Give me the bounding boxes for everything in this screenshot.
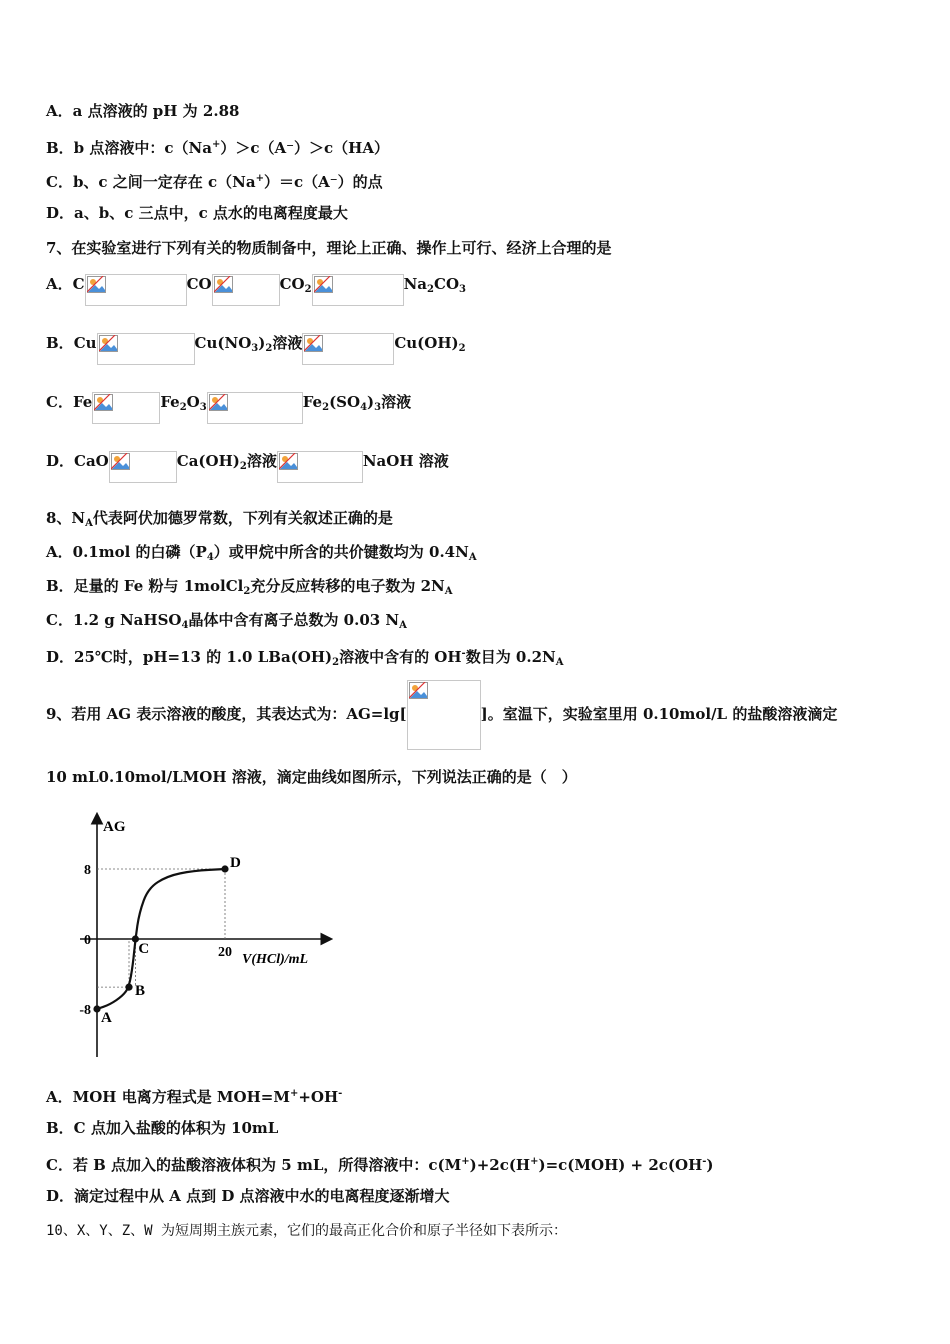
q6-option-d: D．a、b、c 三点中，c 点水的电离程度最大 (46, 204, 348, 222)
q8-option-d: D．25℃时，pH=13 的 1.0 $LBa(OH)_2$溶液中含有的 OH-数目为 $0.2N_A$ (46, 648, 564, 668)
arrow-image-placeholder (302, 333, 394, 365)
y-tick-label: 0 (84, 933, 91, 948)
broken-image-icon (214, 276, 233, 293)
guide-lines (97, 869, 225, 987)
q9-stem-line2: 10 mL0.10mol/LMOH 溶液，滴定曲线如图所示，下列说法正确的是（ ） (46, 768, 577, 786)
point-label-c: C (138, 941, 150, 957)
titration-curve-chart (70, 805, 340, 1060)
q7-stem: 7、在实验室进行下列有关的物质制备中，理论上正确、操作上可行、经济上合理的是 (46, 239, 612, 257)
q8-stem: 8、$N_A$代表阿伏加德罗常数，下列有关叙述正确的是 (46, 509, 393, 529)
q9-stem-line1: 9、若用 AG 表示溶液的酸度，其表达式为：AG=lg[ ]。室温下，实验室里用 0.10mol/L 的盐酸溶液滴定 (46, 678, 837, 750)
x-tick-label: 20 (218, 945, 232, 960)
broken-image-icon (314, 276, 333, 293)
data-point-d (221, 865, 228, 872)
point-label-d: D (230, 855, 241, 871)
q9-option-d: D．滴定过程中从 A 点到 D 点溶液中水的电离程度逐渐增大 (46, 1187, 450, 1205)
arrow-image-placeholder (97, 333, 195, 365)
point-label-a: A (101, 1010, 112, 1026)
q8-option-c: C．1.2 g NaHSO$_4$晶体中含有离子总数为 0.03 $N_A$ (46, 611, 407, 631)
q8-option-a: A．0.1mol 的白磷$(P_4)$或甲烷中所含的共价键数均为 $0.4N_A$ (46, 543, 477, 563)
q9-option-c: C．若 B 点加入的盐酸溶液体积为 5 mL，所得溶液中：c(M+)+2c(H+)=c(MOH) + 2c(OH-) (46, 1156, 714, 1174)
arrow-image-placeholder (212, 274, 280, 306)
q7-option-b: B．Cu $Cu(NO_3)_2$溶液 $Cu(OH)_2$ (46, 327, 466, 365)
point-label-b: B (135, 983, 146, 1000)
q7-option-a: A．C CO $CO_2$ $Na_2CO_3$ (46, 268, 466, 306)
broken-image-icon (99, 335, 118, 352)
arrow-image-placeholder (109, 451, 177, 483)
q9-option-b: B．C 点加入盐酸的体积为 10mL (46, 1119, 279, 1137)
broken-image-icon (94, 394, 113, 411)
q8-option-b: B．足量的 Fe 粉与 1molCl$_2$充分反应转移的电子数为 $2N_A$ (46, 577, 453, 597)
q7-option-d: D．CaO $Ca(OH)_2$溶液 NaOH 溶液 (46, 445, 449, 483)
y-tick-label: -8 (79, 1003, 91, 1018)
arrow-image-placeholder (207, 392, 303, 424)
formula-image-placeholder (407, 680, 481, 750)
arrow-image-placeholder (312, 274, 404, 306)
x-axis-label: V(HCl)/mL (242, 952, 309, 967)
arrow-image-placeholder (92, 392, 160, 424)
data-point-b (125, 984, 132, 991)
q10-stem: 10、X、Y、Z、W 为短周期主族元素，它们的最高正化合价和原子半径如下表所示： (46, 1223, 567, 1239)
q7-option-c: C．Fe $Fe_2O_3$ $Fe_2(SO_4)_3$溶液 (46, 386, 411, 424)
q6-option-b: B．b 点溶液中：c（Na+）＞c（A⁻）＞c（HA） (46, 139, 389, 157)
q9-option-a: A．MOH 电离方程式是 MOH=M++OH- (46, 1088, 343, 1106)
y-tick-label: 8 (84, 863, 91, 878)
broken-image-icon (111, 453, 130, 470)
q6-option-c: C．b、c 之间一定存在 c（Na+）＝c（A⁻）的点 (46, 173, 383, 191)
y-axis-label: AG (103, 819, 126, 835)
arrow-image-placeholder (277, 451, 363, 483)
broken-image-icon (87, 276, 106, 293)
arrow-image-placeholder (85, 274, 187, 306)
broken-image-icon (304, 335, 323, 352)
broken-image-icon (209, 394, 228, 411)
tick-labels (79, 863, 232, 1018)
data-point-a (93, 1005, 100, 1012)
broken-image-icon (409, 682, 428, 699)
q6-option-a: A．a 点溶液的 pH 为 2.88 (46, 102, 240, 120)
broken-image-icon (279, 453, 298, 470)
